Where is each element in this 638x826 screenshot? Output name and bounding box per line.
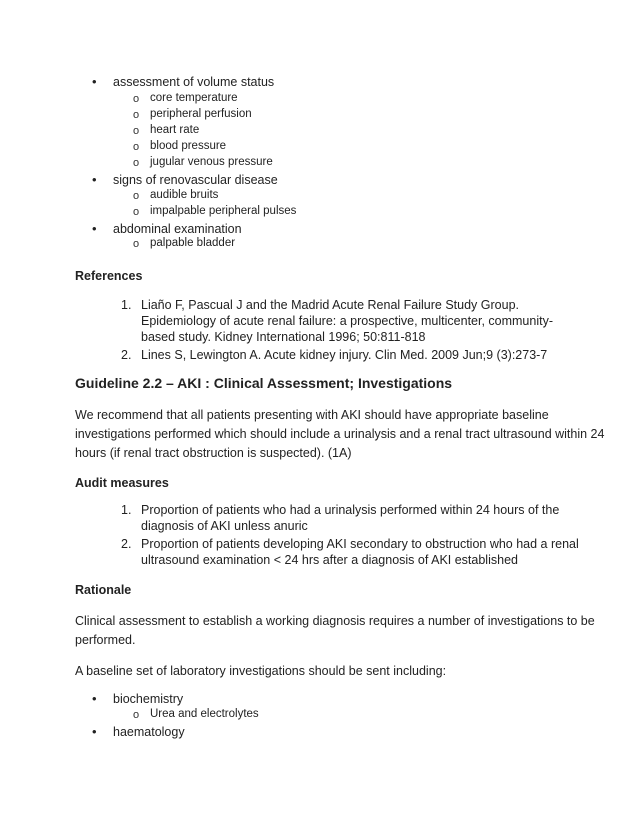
sub-list-item: heart rate bbox=[150, 124, 200, 136]
audit-heading: Audit measures bbox=[75, 476, 169, 490]
sub-list-item: audible bruits bbox=[150, 189, 219, 201]
bullet-dot: • bbox=[92, 724, 97, 739]
audit-line: ultrasound examination < 24 hrs after a diagnosis of AKI established bbox=[141, 553, 518, 567]
sub-list-item: peripheral perfusion bbox=[150, 108, 252, 120]
bullet-dot: • bbox=[92, 74, 97, 89]
reference-line: Lines S, Lewington A. Acute kidney injury. Clin Med. 2009 Jun;9 (3):273-7 bbox=[141, 348, 548, 362]
reference-line: Liaño F, Pascual J and the Madrid Acute Renal Failure Study Group. bbox=[141, 298, 519, 312]
list-number: 1. bbox=[121, 503, 132, 517]
sub-bullet-circle: o bbox=[133, 93, 140, 105]
sub-list-item: blood pressure bbox=[150, 140, 227, 152]
list-item: abdominal examination bbox=[113, 222, 242, 236]
sub-bullet-circle: o bbox=[133, 157, 140, 169]
audit-line: Proportion of patients developing AKI secondary to obstruction who had a renal bbox=[141, 537, 579, 551]
paragraph-line: We recommend that all patients presenting with AKI should have appropriate baseline bbox=[75, 408, 549, 422]
sub-bullet-circle: o bbox=[133, 125, 140, 137]
list-item: haematology bbox=[113, 725, 185, 739]
sub-bullet-circle: o bbox=[133, 238, 140, 250]
bullet-dot: • bbox=[92, 172, 97, 187]
reference-line: based study. Kidney International 1996; 50:811-818 bbox=[141, 330, 426, 344]
list-item: biochemistry bbox=[113, 692, 184, 706]
list-number: 2. bbox=[121, 348, 132, 362]
sub-bullet-circle: o bbox=[133, 190, 140, 202]
sub-bullet-circle: o bbox=[133, 109, 140, 121]
paragraph-line: A baseline set of laboratory investigations should be sent including: bbox=[75, 664, 447, 678]
bullet-dot: • bbox=[92, 221, 97, 236]
sub-list-item: impalpable peripheral pulses bbox=[150, 205, 297, 217]
paragraph-line: performed. bbox=[75, 633, 136, 647]
rationale-heading: Rationale bbox=[75, 583, 132, 597]
audit-line: diagnosis of AKI unless anuric bbox=[141, 519, 308, 533]
sub-list-item: palpable bladder bbox=[150, 237, 236, 249]
sub-list-item: Urea and electrolytes bbox=[150, 708, 259, 720]
references-heading: References bbox=[75, 269, 143, 283]
list-number: 1. bbox=[121, 298, 132, 312]
audit-line: Proportion of patients who had a urinalysis performed within 24 hours of the bbox=[141, 503, 560, 517]
reference-line: Epidemiology of acute renal failure: a prospective, multicenter, community- bbox=[141, 314, 553, 328]
sub-bullet-circle: o bbox=[133, 709, 140, 721]
paragraph-line: hours (if renal tract obstruction is suspected). (1A) bbox=[75, 446, 352, 460]
list-number: 2. bbox=[121, 537, 132, 551]
sub-list-item: jugular venous pressure bbox=[150, 156, 273, 168]
guideline-title: Guideline 2.2 – AKI : Clinical Assessment; Investigations bbox=[75, 375, 453, 391]
sub-list-item: core temperature bbox=[150, 92, 238, 104]
list-item: assessment of volume status bbox=[113, 75, 275, 89]
list-item: signs of renovascular disease bbox=[113, 173, 278, 187]
bullet-dot: • bbox=[92, 691, 97, 706]
sub-bullet-circle: o bbox=[133, 141, 140, 153]
paragraph-line: Clinical assessment to establish a working diagnosis requires a number of investigations to be bbox=[75, 614, 595, 628]
sub-bullet-circle: o bbox=[133, 206, 140, 218]
paragraph-line: investigations performed which should include a urinalysis and a renal tract ultrasound within 24 bbox=[75, 427, 605, 441]
